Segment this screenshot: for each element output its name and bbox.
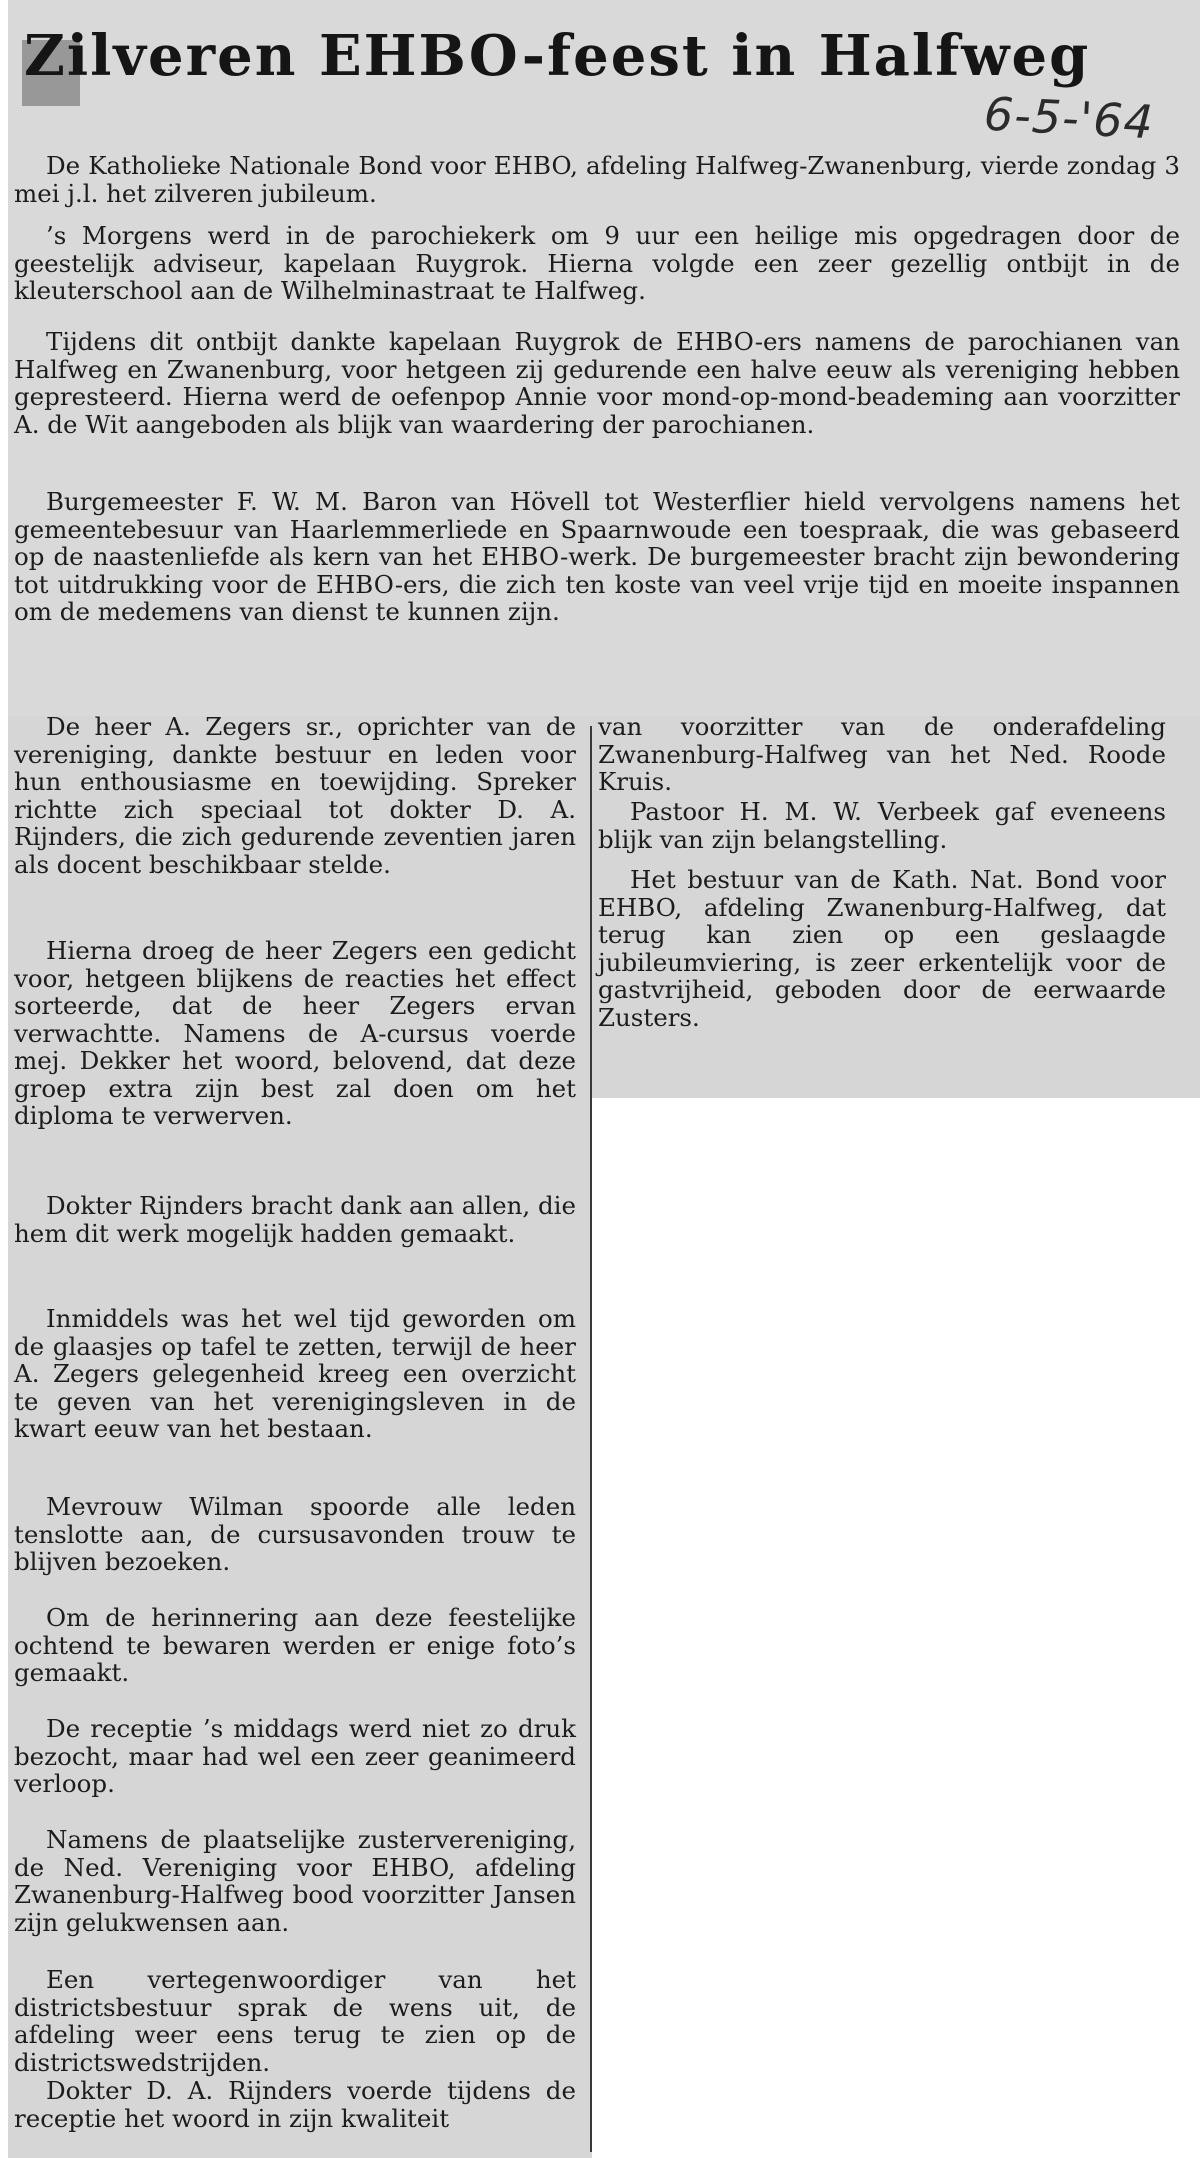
left-column-paragraph: Dokter D. A. Rijnders voerde tijdens de receptie het woord in zijn kwaliteit (14, 2076, 576, 2133)
left-column-paragraph: Hierna droeg de heer Zegers een gedicht voor, hetgeen blijkens de reacties het effect sorteerde, dat de heer Zegers ervan verwachtte. Namens de A-cursus voerde mej. Dekker het woord, belovend, dat deze groep extra zijn best zal doen om het diploma te verwerven. (14, 936, 576, 1130)
left-column-paragraph: Mevrouw Wilman spoorde alle leden tenslotte aan, de cursusavonden trouw te blijven bezoeken. (14, 1492, 576, 1576)
left-column-paragraph: Een vertegenwoordiger van het districtsbestuur sprak de wens uit, de afdeling weer eens terug te zien op de districtswedstrijden. (14, 1965, 576, 2077)
intro-paragraph: De Katholieke Nationale Bond voor EHBO, afdeling Halfweg-Zwanenburg, vierde zondag 3 mei j.l. het zilveren jubileum. (14, 151, 1180, 208)
left-column-paragraph: Namens de plaatselijke zustervereniging, de Ned. Vereniging voor EHBO, afdeling Zwanenburg-Halfweg bood voorzitter Jansen zijn gelukwensen aan. (14, 1825, 576, 1937)
right-column-paragraph: Pastoor H. M. W. Verbeek gaf eveneens blijk van zijn belangstelling. (598, 797, 1166, 854)
left-column-paragraph: Om de herinnering aan deze feestelijke ochtend te bewaren werden er enige foto’s gemaakt. (14, 1603, 576, 1687)
left-column-paragraph: Inmiddels was het wel tijd geworden om de glaasjes op tafel te zetten, terwijl de heer A. Zegers gelegenheid kreeg een overzicht te geven van het verenigingsleven in de kwart eeuw van het bestaan. (14, 1304, 576, 1443)
article-headline: Zilveren EHBO-feest in Halfweg (24, 23, 1091, 89)
left-column-paragraph: De receptie ’s middags werd niet zo druk bezocht, maar had wel een zeer geanimeerd verloop. (14, 1714, 576, 1798)
intro-paragraph: Burgemeester F. W. M. Baron van Hövell tot Westerflier hield vervolgens namens het gemeentebesuur van Haarlemmerliede en Spaarnwoude een toespraak, die was gebaseerd op de naastenliefde als kern van het EHBO-werk. De burgemeester bracht zijn bewondering tot uitdrukking voor de EHBO-ers, die zich ten koste van veel vrije tijd en moeite inspannen om de medemens van dienst te kunnen zijn. (14, 487, 1180, 626)
left-column-paragraph: De heer A. Zegers sr., oprichter van de vereniging, dankte bestuur en leden voor hun enthousiasme en toewijding. Spreker richtte zich speciaal tot dokter D. A. Rijnders, die zich gedurende zeventien jaren als docent beschikbaar stelde. (14, 712, 576, 879)
right-column-paragraph: Het bestuur van de Kath. Nat. Bond voor EHBO, afdeling Zwanenburg-Halfweg, dat terug kan zien op een geslaagde jubileumviering, is zeer erkentelijk voor de gastvrijheid, geboden door de eerwaarde Zusters. (598, 865, 1166, 1032)
handwritten-date: 6-5-'64 (982, 86, 1156, 150)
right-column-paragraph: van voorzitter van de onderafdeling Zwanenburg-Halfweg van het Ned. Roode Kruis. (598, 712, 1166, 796)
column-divider (590, 726, 592, 2152)
intro-paragraph: ’s Morgens werd in de parochiekerk om 9 uur een heilige mis opgedragen door de geestelijk adviseur, kapelaan Ruygrok. Hierna volgde een zeer gezellig ontbijt in de kleuterschool aan de Wilhelminastraat te Halfweg. (14, 221, 1180, 305)
intro-paragraph: Tijdens dit ontbijt dankte kapelaan Ruygrok de EHBO-ers namens de parochianen van Halfweg en Zwanenburg, voor hetgeen zij gedurende een halve eeuw als vereniging hebben gepresteerd. Hierna werd de oefenpop Annie voor mond-op-mond-beademing aan voorzitter A. de Wit aangeboden als blijk van waardering der parochianen. (14, 327, 1180, 439)
left-column-paragraph: Dokter Rijnders bracht dank aan allen, die hem dit werk mogelijk hadden gemaakt. (14, 1191, 576, 1248)
